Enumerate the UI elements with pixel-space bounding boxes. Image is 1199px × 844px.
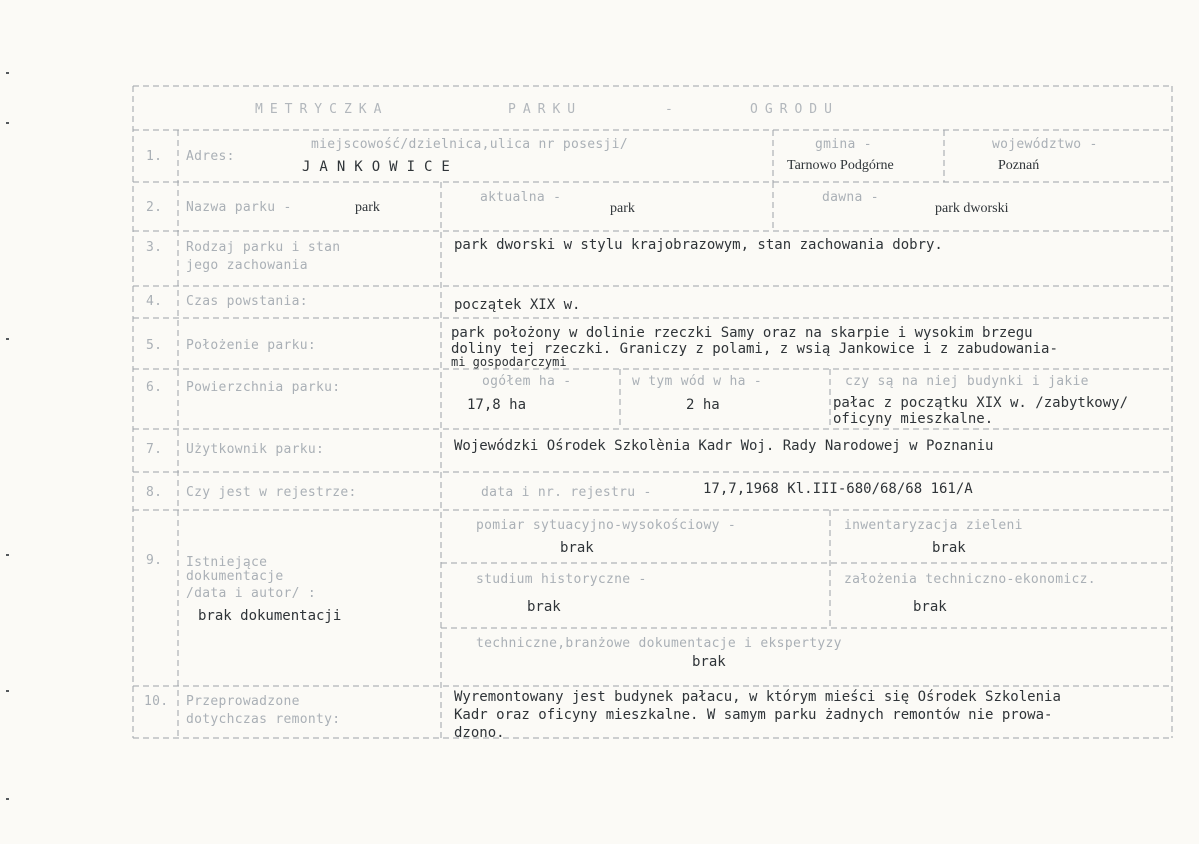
row2-number: 2.	[146, 200, 163, 215]
row5-line2: doliny tej rzeczki. Graniczy z polami, z wsią Jankowice i z zabudowania-	[451, 341, 1058, 357]
row10-line1: Wyremontowany jest budynek pałacu, w którym mieści się Ośrodek Szkolenia	[454, 689, 1061, 705]
row8-date-caption: data i nr. rejestru -	[481, 485, 652, 500]
row4-number: 4.	[146, 294, 163, 309]
row9-history-value: brak	[527, 599, 561, 615]
row3-value: park dworski w stylu krajobrazowym, stan zachowania dobry.	[454, 237, 943, 253]
edge-tick	[6, 338, 9, 340]
row8-label: Czy jest w rejestrze:	[186, 485, 357, 500]
row1-woj-caption: województwo -	[992, 137, 1098, 152]
row6-buildings-line2: oficyny mieszkalne.	[833, 411, 994, 427]
row5-line1: park położony w dolinie rzeczki Samy oraz na skarpie i wysokim brzegu	[451, 325, 1033, 341]
row9-history-caption: studium historyczne -	[476, 572, 647, 587]
row2-current-caption: aktualna -	[480, 190, 562, 205]
row1-number: 1.	[146, 149, 163, 164]
row6-label: Powierzchnia parku:	[186, 380, 341, 395]
row2-label: Nazwa parku -	[186, 200, 292, 215]
row9-label-line2: dokumentacje	[186, 569, 284, 584]
header-title-word1: METRYCZKA	[255, 102, 389, 117]
row1-gmina-value: Tarnowo Podgórne	[787, 158, 894, 173]
row9-survey-value: brak	[560, 540, 594, 556]
row2-former-caption: dawna -	[822, 190, 879, 205]
row1-label: Adres:	[186, 149, 235, 164]
row7-label: Użytkownik parku:	[186, 442, 325, 457]
row10-line3: dzono.	[454, 725, 505, 741]
header-title-word2: PARKU	[508, 102, 583, 117]
row6-water-caption: w tym wód w ha -	[632, 374, 763, 389]
edge-tick	[6, 690, 9, 692]
row6-water-value: 2 ha	[686, 397, 720, 413]
row6-buildings-line1: pałac z początku XIX w. /zabytkowy/	[833, 395, 1129, 411]
row7-number: 7.	[146, 442, 163, 457]
row8-value: 17,7,1968 Kl.III-680/68/68 161/A	[703, 481, 973, 497]
row3-label-line2: jego zachowania	[186, 258, 308, 273]
row1-locality-value: JANKOWICE	[302, 159, 459, 175]
row9-inventory-value: brak	[932, 540, 966, 556]
row5-number: 5.	[146, 338, 163, 353]
row8-number: 8.	[146, 485, 163, 500]
row10-line2: Kadr oraz oficyny mieszkalne. W samym parku żadnych remontów nie prowa-	[454, 707, 1053, 723]
row5-label: Położenie parku:	[186, 338, 317, 353]
row9-techecon-caption: założenia techniczno-ekonomicz.	[844, 572, 1096, 587]
header-title-dash: -	[665, 102, 680, 117]
row1-locality-caption: miejscowość/dzielnica,ulica nr posesji/	[311, 137, 628, 152]
row4-label: Czas powstania:	[186, 294, 308, 309]
row9-label-line1: Istniejące	[186, 555, 268, 570]
row9-survey-caption: pomiar sytuacyjno-wysokościowy -	[476, 518, 737, 533]
row10-number: 10.	[144, 694, 169, 709]
row9-techecon-value: brak	[913, 599, 947, 615]
edge-tick	[6, 798, 9, 800]
row9-expert-caption: techniczne,branżowe dokumentacje i ekspertyzy	[476, 636, 842, 651]
row9-expert-value: brak	[692, 654, 726, 670]
row2-current-value: park	[610, 201, 635, 216]
row6-buildings-caption: czy są na niej budynki i jakie	[845, 374, 1089, 389]
row9-label-value: brak dokumentacji	[198, 608, 342, 624]
row1-woj-value: Poznań	[998, 158, 1040, 173]
row6-total-caption: ogółem ha -	[482, 374, 572, 389]
row6-total-value: 17,8 ha	[467, 397, 527, 413]
row10-label-line1: Przeprowadzone	[186, 694, 300, 709]
header-title-word3: OGRODU	[750, 102, 839, 117]
row3-number: 3.	[146, 240, 163, 255]
edge-tick	[6, 122, 9, 124]
row9-label-line3: /data i autor/ :	[186, 586, 317, 601]
row5-line3: mi gospodarczymi	[451, 355, 567, 369]
edge-tick	[6, 72, 9, 74]
edge-tick	[6, 554, 9, 556]
row2-former-value: park dworski	[935, 201, 1009, 216]
row2-name-value: park	[355, 200, 380, 215]
row9-inventory-caption: inwentaryzacja zieleni	[844, 518, 1023, 533]
row1-gmina-caption: gmina -	[815, 137, 872, 152]
row3-label-line1: Rodzaj parku i stan	[186, 240, 341, 255]
row4-value: początek XIX w.	[454, 297, 581, 313]
row9-number: 9.	[146, 553, 163, 568]
row6-number: 6.	[146, 380, 163, 395]
row10-label-line2: dotychczas remonty:	[186, 712, 341, 727]
row7-value: Wojewódzki Ośrodek Szkolènia Kadr Woj. Rady Narodowej w Poznaniu	[454, 438, 994, 454]
